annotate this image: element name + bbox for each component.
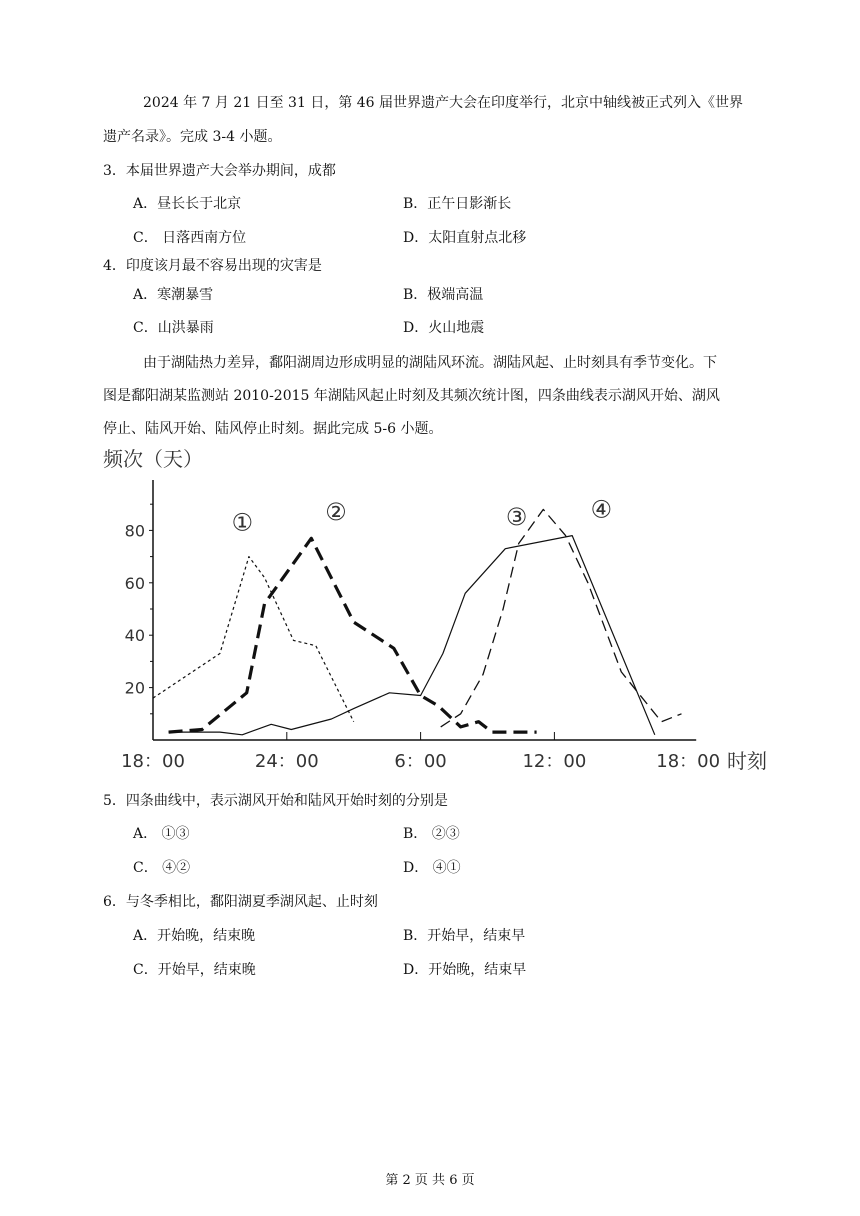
- x-tick-label: 18：00: [121, 751, 185, 772]
- q5-option-a: A． ①③: [133, 826, 190, 842]
- q3-option-d: D．太阳直射点北移: [403, 230, 527, 246]
- y-axis-label: 频次（天）: [103, 447, 203, 471]
- q5-option-c: C． ④②: [133, 860, 191, 876]
- q5-option-d: D． ④①: [403, 860, 461, 876]
- series-line-3: [169, 536, 655, 735]
- series-line-1: [153, 557, 354, 722]
- q5-stem: 5．四条曲线中，表示湖风开始和陆风开始时刻的分别是: [103, 793, 448, 809]
- y-tick-label: 20: [124, 678, 145, 698]
- q6-option-c: C．开始早，结束晚: [133, 962, 256, 978]
- x-tick-label: 6：00: [394, 751, 447, 772]
- q4-option-d: D．火山地震: [403, 320, 485, 336]
- x-tick-label: 24：00: [254, 751, 319, 772]
- q4-option-b: B．极端高温: [403, 287, 484, 303]
- intro1-line1: 2024 年 7 月 21 日至 31 日，第 46 届世界遗产大会在印度举行，北京中轴线被正式列入《世界: [143, 95, 744, 111]
- intro2-line3: 停止、陆风开始、陆风停止时刻。据此完成 5-6 小题。: [103, 421, 443, 437]
- lake-land-breeze-chart: [95, 440, 785, 780]
- intro1-line2: 遗产名录》。完成 3-4 小题。: [103, 129, 282, 145]
- q5-option-b: B． ②③: [403, 826, 460, 842]
- y-tick-label: 80: [124, 521, 145, 541]
- y-tick-label: 40: [124, 626, 145, 646]
- q3-option-a: A．昼长长于北京: [133, 196, 242, 212]
- series-line-2: [169, 538, 537, 732]
- series-label-2: ②: [325, 497, 347, 526]
- q6-stem: 6．与冬季相比，鄱阳湖夏季湖风起、止时刻: [103, 894, 378, 910]
- y-tick-label: 60: [124, 573, 145, 593]
- x-tick-label: 18：00: [656, 751, 721, 772]
- q6-option-b: B．开始早，结束早: [403, 928, 526, 944]
- series-label-1: ①: [231, 508, 253, 537]
- q6-option-a: A．开始晚，结束晚: [133, 928, 256, 944]
- intro2-line2: 图是鄱阳湖某监测站 2010-2015 年湖陆风起止时刻及其频次统计图，四条曲线表示湖风开始、湖风: [103, 388, 720, 404]
- q3-stem: 3．本届世界遗产大会举办期间，成都: [103, 163, 336, 179]
- series-line-4: [441, 509, 682, 727]
- q6-option-d: D．开始晚，结束早: [403, 962, 527, 978]
- q4-stem: 4．印度该月最不容易出现的灾害是: [103, 258, 322, 274]
- q4-option-a: A．寒潮暴雪: [133, 287, 214, 303]
- series-label-4: ④: [590, 495, 612, 524]
- intro2-line1: 由于湖陆热力差异，鄱阳湖周边形成明显的湖陆风环流。湖陆风起、止时刻具有季节变化。下: [143, 355, 717, 371]
- x-axis-label: 时刻: [727, 749, 767, 773]
- x-tick-label: 12：00: [522, 751, 587, 772]
- q3-option-c: C． 日落西南方位: [133, 230, 247, 246]
- series-label-3: ③: [505, 503, 528, 532]
- page-footer: 第 2 页 共 6 页: [385, 1173, 475, 1188]
- q3-option-b: B．正午日影渐长: [403, 196, 512, 212]
- q4-option-c: C．山洪暴雨: [133, 320, 214, 336]
